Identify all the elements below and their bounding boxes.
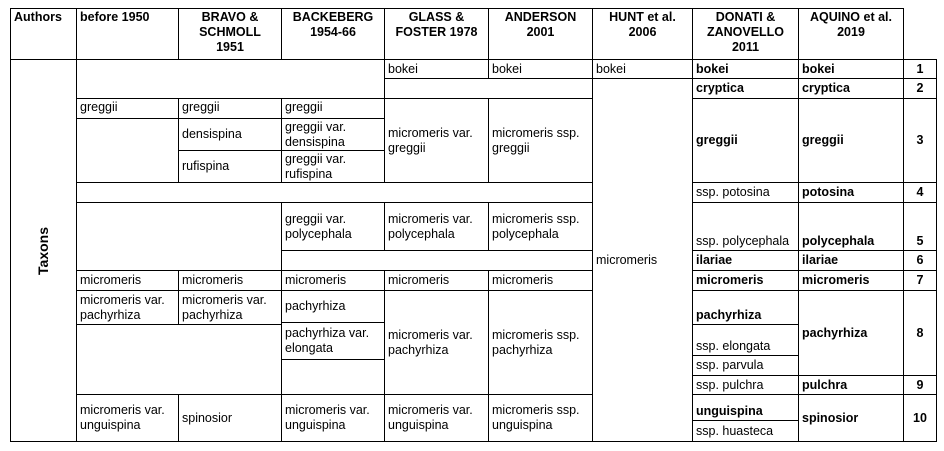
backeberg-densispina: greggii var. densispina: [281, 118, 385, 151]
anderson-polycephala: micromeris ssp. polycephala: [488, 202, 593, 251]
donati-unguispina: unguispina: [692, 394, 799, 421]
bravo-spinosior: spinosior: [178, 394, 282, 442]
empty-cell: [76, 202, 282, 271]
row-number: 8: [903, 290, 937, 376]
empty-cell: [76, 59, 385, 99]
backeberg-greggii: greggii: [281, 98, 385, 119]
glass-polycephala: micromeris var. polycephala: [384, 202, 489, 251]
header-aquino: AQUINO et al. 2019: [798, 8, 904, 60]
row-number: 3: [903, 98, 937, 183]
anderson-pachyrhiza: micromeris ssp. pachyrhiza: [488, 290, 593, 395]
glass-bokei: bokei: [384, 59, 489, 79]
aquino-spinosior: spinosior: [798, 394, 904, 442]
aquino-bokei: bokei: [798, 59, 904, 79]
donati-ilariae: ilariae: [692, 250, 799, 271]
bravo-greggii: greggii: [178, 98, 282, 119]
bravo-pachyrhiza: micromeris var. pachyrhiza: [178, 290, 282, 325]
header-backeberg: BACKEBERG 1954-66: [281, 8, 385, 60]
bravo-rufispina: rufispina: [178, 150, 282, 183]
donati-polycephala: ssp. polycephala: [692, 202, 799, 251]
donati-parvula: ssp. parvula: [692, 355, 799, 376]
header-authors: Authors: [10, 8, 77, 60]
row-number: 1: [903, 59, 937, 79]
row-number: 6: [903, 250, 937, 271]
empty-cell: [76, 324, 282, 395]
aquino-greggii: greggii: [798, 98, 904, 183]
before1950-greggii: greggii: [76, 98, 179, 119]
taxons-label-cell: [10, 59, 77, 442]
glass-greggii: micromeris var. greggii: [384, 98, 489, 183]
donati-potosina: ssp. potosina: [692, 182, 799, 203]
anderson-bokei: bokei: [488, 59, 593, 79]
glass-pachyrhiza: micromeris var. pachyrhiza: [384, 290, 489, 395]
row-number: 10: [903, 394, 937, 442]
empty-cell: [384, 78, 593, 99]
backeberg-pachyrhiza: pachyrhiza: [281, 290, 385, 323]
backeberg-polycephala: greggii var. polycephala: [281, 202, 385, 251]
empty-cell: [76, 182, 593, 203]
row-number: 5: [903, 202, 937, 251]
donati-pulchra: ssp. pulchra: [692, 375, 799, 395]
donati-cryptica: cryptica: [692, 78, 799, 99]
anderson-unguispina: micromeris ssp. unguispina: [488, 394, 593, 442]
glass-micromeris: micromeris: [384, 270, 489, 291]
backeberg-micromeris: micromeris: [281, 270, 385, 291]
header-before-1950: before 1950: [76, 8, 179, 60]
donati-bokei: bokei: [692, 59, 799, 79]
donati-pachyrhiza: pachyrhiza: [692, 290, 799, 325]
row-number: 9: [903, 375, 937, 395]
before1950-micromeris: micromeris: [76, 270, 179, 291]
row-number: 2: [903, 78, 937, 99]
donati-micromeris: micromeris: [692, 270, 799, 291]
aquino-cryptica: cryptica: [798, 78, 904, 99]
backeberg-elongata: pachyrhiza var. elongata: [281, 322, 385, 360]
row-number: 7: [903, 270, 937, 291]
backeberg-unguispina: micromeris var. unguispina: [281, 394, 385, 442]
aquino-ilariae: ilariae: [798, 250, 904, 271]
bravo-densispina: densispina: [178, 118, 282, 151]
anderson-micromeris: micromeris: [488, 270, 593, 291]
empty-cell: [281, 250, 593, 271]
donati-huasteca: ssp. huasteca: [692, 420, 799, 442]
header-anderson: ANDERSON 2001: [488, 8, 593, 60]
anderson-greggii: micromeris ssp. greggii: [488, 98, 593, 183]
hunt-micromeris: micromeris: [592, 78, 693, 442]
aquino-polycephala: polycephala: [798, 202, 904, 251]
aquino-micromeris: micromeris: [798, 270, 904, 291]
taxons-label: Taxons: [35, 226, 51, 275]
glass-unguispina: micromeris var. unguispina: [384, 394, 489, 442]
empty-cell: [281, 359, 385, 395]
bravo-micromeris: micromeris: [178, 270, 282, 291]
header-bravo-schmoll: BRAVO & SCHMOLL 1951: [178, 8, 282, 60]
aquino-pachyrhiza: pachyrhiza: [798, 290, 904, 376]
aquino-potosina: potosina: [798, 182, 904, 203]
row-number: 4: [903, 182, 937, 203]
empty-cell: [76, 118, 179, 183]
hunt-bokei: bokei: [592, 59, 693, 79]
donati-greggii: greggii: [692, 98, 799, 183]
header-glass-foster: GLASS & FOSTER 1978: [384, 8, 489, 60]
before1950-unguispina: micromeris var. unguispina: [76, 394, 179, 442]
header-hunt: HUNT et al. 2006: [592, 8, 693, 60]
aquino-pulchra: pulchra: [798, 375, 904, 395]
backeberg-rufispina: greggii var. rufispina: [281, 150, 385, 183]
header-donati-zanovello: DONATI & ZANOVELLO 2011: [692, 8, 799, 60]
before1950-pachyrhiza: micromeris var. pachyrhiza: [76, 290, 179, 325]
donati-elongata: ssp. elongata: [692, 324, 799, 356]
